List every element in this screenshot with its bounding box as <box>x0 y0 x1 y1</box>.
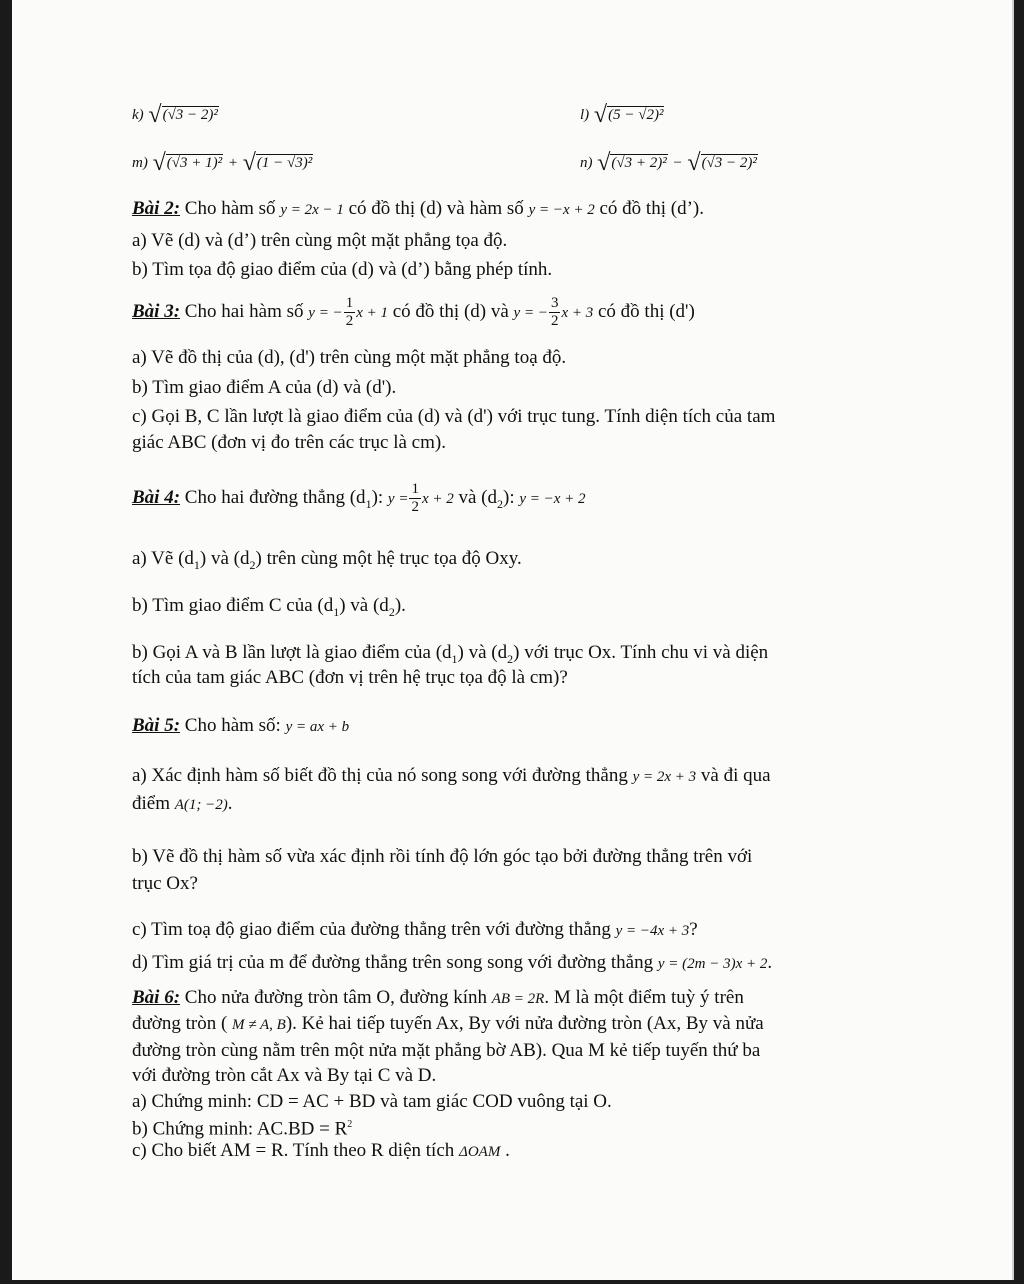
bai3-statement: Bài 3: Cho hai hàm số y = − $\frac{1}{2}$ x + 1 có đồ thị (d) và y = − $\frac{3}{2}$ x + 3 có đồ thị (d') <box>132 295 695 330</box>
bai6-b: b) Chứng minh: $AC.BD = R^2$ <box>132 1118 353 1140</box>
ex1-item-m <box>132 150 313 175</box>
bai3-c-line1: c) Gọi B, C lần lượt là giao điểm của (d) và (d') với trục tung. Tính diện tích của tam <box>132 406 776 427</box>
ex1-item-n <box>580 150 758 175</box>
ex1-item-l <box>580 102 664 127</box>
expr-n1: √(√3 + 2)² <box>597 150 667 176</box>
expr-m2: √(1 − √3)² <box>242 150 313 176</box>
bai4-c-line1: b) Gọi A và B lần lượt là giao điểm của $(d_1)$ và $(d_2)$ với trục Ox. Tính chu vi và diện <box>132 642 769 666</box>
bai6-line1: Bài 6: Cho nửa đường tròn tâm O, đường kính AB = 2R. M là một điểm tuỳ ý trên <box>132 987 744 1008</box>
bai4-a: a) Vẽ $(d_1)$ và $(d_2)$ trên cùng một hệ trục tọa độ Oxy. <box>132 548 522 572</box>
bai5-a-line2: điểm A(1; −2). <box>132 793 233 814</box>
expr-m1: √(√3 + 1)² <box>152 150 223 176</box>
bai3-title: Bài 3: <box>132 301 181 322</box>
bai5-c: c) Tìm toạ độ giao điểm của đường thẳng trên với đường thẳng y = −4x + 3? <box>132 919 698 940</box>
bai6-line2: đường tròn ( M ≠ A, B). Kẻ hai tiếp tuyến Ax, By với nửa đường tròn (Ax, By và nửa <box>132 1013 764 1034</box>
expr-n2: √(√3 − 2)² <box>687 150 757 176</box>
bai2-a: a) Vẽ (d) và (d’) trên cùng một mặt phẳng tọa độ. <box>132 230 508 251</box>
bai5-statement: Bài 5: Cho hàm số: y = ax + b <box>132 715 350 736</box>
bai2-title: Bài 2: <box>132 198 181 219</box>
bai5-title: Bài 5: <box>132 715 181 736</box>
ex1-row-kl <box>132 102 219 127</box>
expr-k: √(√3 − 2)² <box>148 102 218 128</box>
plus-sign: + <box>227 155 238 171</box>
bai6-line3: đường tròn cùng nằm trên một nửa mặt phẳng bờ AB). Qua M kẻ tiếp tuyến thứ ba <box>132 1040 761 1061</box>
item-n-label: n) <box>580 155 593 171</box>
item-l-label: l) <box>580 107 590 123</box>
bai2-statement: Bài 2: Cho hàm số y = 2x − 1 có đồ thị (d) và hàm số y = −x + 2 có đồ thị (d’). <box>132 198 704 219</box>
bai3-b: b) Tìm giao điểm A của (d) và (d'). <box>132 377 397 398</box>
minus-sign: − <box>672 155 683 171</box>
bai3-a: a) Vẽ đồ thị của (d), (d') trên cùng một mặt phẳng toạ độ. <box>132 347 567 368</box>
bai6-title: Bài 6: <box>132 987 181 1008</box>
bai2-b: b) Tìm tọa độ giao điểm của (d) và (d’) bằng phép tính. <box>132 259 553 280</box>
bai4-b: b) Tìm giao điểm C của $(d_1)$ và $(d_2)$. <box>132 595 406 619</box>
bai6-a: a) Chứng minh: CD = AC + BD và tam giác COD vuông tại O. <box>132 1091 612 1112</box>
item-k-label: k) <box>132 107 144 123</box>
bai5-b-line1: b) Vẽ đồ thị hàm số vừa xác định rồi tính độ lớn góc tạo bởi đường thẳng trên với <box>132 846 753 867</box>
document-page <box>12 0 1014 1280</box>
bai4-title: Bài 4: <box>132 487 181 508</box>
bai6-line4: với đường tròn cắt Ax và By tại C và D. <box>132 1065 437 1086</box>
bai5-d: d) Tìm giá trị của m để đường thẳng trên song song với đường thẳng y = (2m − 3)x + 2. <box>132 952 773 973</box>
bai4-statement: Bài 4: Cho hai đường thẳng $(d_1)$: y = $\frac{1}{2}$ x + 2 và $(d_2)$: y = −x + 2 <box>132 481 586 516</box>
bai3-c-line2: giác ABC (đơn vị đo trên các trục là cm). <box>132 432 446 453</box>
bai6-c: c) Cho biết AM = R. Tính theo R diện tích ΔOAM . <box>132 1140 510 1161</box>
item-m-label: m) <box>132 155 148 171</box>
bai5-b-line2: trục Ox? <box>132 873 198 894</box>
expr-l: √(5 − √2)² <box>593 102 664 128</box>
bai5-a-line1: a) Xác định hàm số biết đồ thị của nó song song với đường thẳng y = 2x + 3 và đi qua <box>132 765 771 786</box>
bai4-c-line2: tích của tam giác ABC (đơn vị trên hệ trục tọa độ là cm)? <box>132 667 568 688</box>
